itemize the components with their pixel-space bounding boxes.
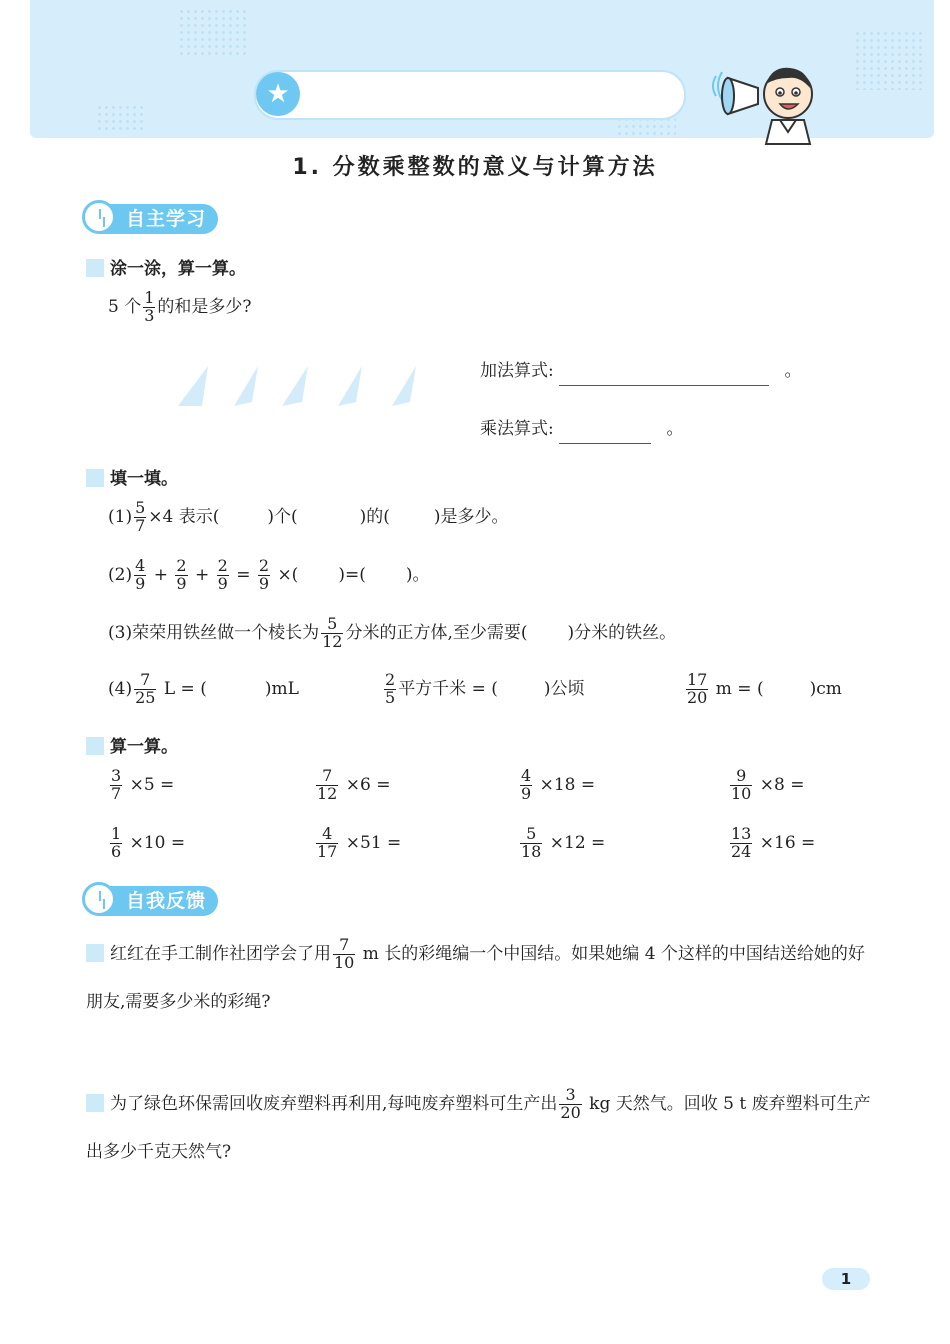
- shaded-shapes[interactable]: [172, 362, 422, 410]
- star-icon: ★: [256, 72, 300, 116]
- calc-item[interactable]: [108, 826, 185, 861]
- shape-2[interactable]: [234, 366, 258, 406]
- operator: =: [236, 564, 251, 585]
- page-number: 1: [822, 1268, 870, 1290]
- text: ×16 =: [759, 832, 816, 853]
- fraction: [217, 558, 229, 593]
- fill-item-1: [108, 500, 509, 535]
- denominator: 12: [322, 631, 343, 651]
- denominator: 12: [317, 783, 338, 803]
- multiplication-answer-blank[interactable]: [559, 419, 651, 444]
- multiplication-label: 乘法算式:: [480, 419, 554, 439]
- section-tag-self-study: [86, 204, 218, 234]
- word-problem-1: [86, 930, 876, 1026]
- denominator: 9: [258, 573, 270, 593]
- numerator: 4: [316, 826, 338, 844]
- title-pill: [254, 70, 686, 120]
- text: )公顷: [543, 678, 585, 699]
- text: 。: [666, 419, 684, 439]
- numerator: 3: [111, 766, 122, 785]
- denominator: 7: [111, 783, 122, 803]
- numerator: 13: [731, 824, 752, 843]
- mascot-megaphone-icon: [710, 58, 820, 148]
- shape-4[interactable]: [338, 366, 362, 406]
- text: L = (: [163, 678, 207, 699]
- denominator: 25: [135, 687, 156, 707]
- denominator: 24: [731, 841, 752, 861]
- text: )。: [405, 564, 430, 585]
- calc-item[interactable]: [518, 768, 595, 803]
- addition-label: 加法算式:: [480, 361, 554, 381]
- fraction: [520, 768, 532, 803]
- question-marker-icon: [86, 469, 104, 487]
- text: )是多少。: [433, 506, 509, 527]
- numerator: 4: [135, 556, 146, 575]
- numerator: 9: [730, 768, 752, 786]
- calc-item[interactable]: [728, 768, 804, 803]
- text: 为了绿色环保需回收废弃塑料再利用,每吨废弃塑料可生产出: [110, 1094, 558, 1114]
- shape-1[interactable]: [178, 366, 208, 406]
- word-problem-2: [86, 1080, 876, 1176]
- calc-item[interactable]: [728, 826, 815, 861]
- denominator: 9: [135, 573, 146, 593]
- denominator: 20: [560, 1103, 581, 1122]
- section-tag-feedback: [86, 886, 218, 916]
- text: 平方千米 = (: [398, 678, 498, 699]
- numerator: 4: [521, 766, 532, 785]
- clock-icon: [82, 200, 116, 234]
- fraction: [110, 768, 122, 803]
- numerator: 7: [316, 768, 338, 786]
- numerator: 2: [385, 670, 396, 689]
- question-title: 填一填。: [110, 469, 178, 489]
- numerator: 2: [217, 556, 228, 575]
- fraction: [143, 290, 155, 325]
- fraction: [316, 826, 338, 861]
- denominator: 9: [521, 783, 532, 803]
- text: ×8 =: [759, 774, 805, 795]
- denominator: 10: [334, 953, 355, 972]
- numerator: 7: [134, 672, 156, 690]
- fraction: [686, 672, 708, 707]
- calc-item[interactable]: [108, 768, 174, 803]
- numerator: 2: [176, 556, 187, 575]
- numerator: 5: [321, 616, 343, 634]
- question-heading: [86, 254, 246, 279]
- calc-item[interactable]: [314, 826, 401, 861]
- text: 。: [784, 361, 802, 381]
- numerator: 17: [687, 670, 708, 689]
- fill-item-4c: [684, 672, 842, 707]
- text: ×6 =: [345, 774, 391, 795]
- fraction: [559, 1087, 581, 1122]
- text: m = (: [715, 678, 764, 699]
- text: ×12 =: [549, 832, 606, 853]
- question-marker-icon: [86, 944, 104, 962]
- shape-5[interactable]: [392, 366, 416, 406]
- text: 分米的正方体,至少需要(: [345, 622, 528, 643]
- text: ×51 =: [345, 832, 402, 853]
- numerator: 7: [333, 937, 355, 955]
- denominator: 5: [385, 687, 396, 707]
- addition-answer-blank[interactable]: [559, 361, 769, 386]
- denominator: 10: [731, 783, 752, 803]
- text: )cm: [809, 678, 842, 699]
- text: (2): [108, 564, 133, 585]
- text: (1): [108, 506, 133, 527]
- text: )分米的铁丝。: [567, 622, 677, 643]
- text: )的(: [359, 506, 390, 527]
- numerator: 1: [144, 288, 155, 307]
- question-marker-icon: [86, 259, 104, 277]
- denominator: 9: [176, 573, 187, 593]
- fraction: [258, 558, 270, 593]
- calc-item[interactable]: [518, 826, 605, 861]
- question-heading: [86, 732, 178, 757]
- denominator: 17: [317, 841, 338, 861]
- text: 的和是多少?: [157, 296, 252, 317]
- section-label: 自主学习: [126, 208, 207, 230]
- fill-item-3: [108, 616, 676, 651]
- fraction: [321, 616, 343, 651]
- denominator: 20: [687, 687, 708, 707]
- operator: +: [153, 564, 168, 585]
- numerator: 2: [258, 556, 270, 575]
- text: ×10 =: [129, 832, 186, 853]
- text: (3)荣荣用铁丝做一个棱长为: [108, 622, 320, 643]
- text: )=(: [338, 564, 366, 585]
- text: 5 个: [108, 296, 142, 317]
- denominator: 3: [144, 305, 155, 325]
- denominator: 9: [217, 573, 228, 593]
- denominator: 18: [521, 841, 542, 861]
- text: )个(: [267, 506, 298, 527]
- fill-item-4b: [382, 672, 585, 707]
- numerator: 5: [135, 498, 146, 517]
- numerator: 1: [111, 824, 122, 843]
- fraction: [384, 672, 396, 707]
- dot-pattern: [96, 104, 146, 134]
- question-title: 算一算。: [110, 737, 178, 757]
- text: )mL: [264, 678, 299, 699]
- question-title: 涂一涂，算一算。: [110, 259, 246, 279]
- text: kg 天然气。回收 5 t 废弃塑料可生产出多少千克天然气?: [86, 1094, 871, 1162]
- section-label: 自我反馈: [126, 890, 207, 912]
- text: (4): [108, 678, 133, 699]
- fill-item-2: [108, 558, 429, 593]
- fraction: [134, 500, 146, 535]
- calc-item[interactable]: [314, 768, 390, 803]
- text: ×(: [277, 564, 299, 585]
- fraction: [730, 826, 752, 861]
- q1-prompt: [108, 290, 252, 325]
- lesson-title: 1. 分数乘整数的意义与计算方法: [292, 155, 658, 180]
- fraction: [110, 826, 122, 861]
- text: ×4 表示(: [148, 506, 220, 527]
- denominator: 7: [135, 515, 146, 535]
- fraction: [316, 768, 338, 803]
- dot-pattern: [854, 30, 924, 90]
- multiplication-formula-row: [480, 414, 684, 444]
- question-marker-icon: [86, 1094, 104, 1112]
- fraction: [333, 937, 355, 972]
- text: ×5 =: [129, 774, 175, 795]
- fill-item-4a: [108, 672, 299, 707]
- dot-pattern: [178, 8, 248, 58]
- operator: +: [194, 564, 210, 585]
- question-marker-icon: [86, 737, 104, 755]
- fraction: [730, 768, 752, 803]
- shape-3[interactable]: [282, 366, 308, 406]
- fraction: [175, 558, 187, 593]
- denominator: 6: [111, 841, 122, 861]
- addition-formula-row: [480, 356, 802, 386]
- question-heading: [86, 464, 178, 489]
- numerator: 3: [559, 1087, 581, 1105]
- fraction: [134, 672, 156, 707]
- numerator: 5: [520, 826, 542, 844]
- fraction: [134, 558, 146, 593]
- text: m 长的彩绳编一个中国结。如果她编 4 个这样的中国结送给她的好朋友,需要多少米的彩绳?: [86, 944, 865, 1012]
- text: ×18 =: [539, 774, 596, 795]
- clock-icon: [82, 882, 116, 916]
- text: 红红在手工制作社团学会了用: [110, 944, 331, 964]
- fraction: [520, 826, 542, 861]
